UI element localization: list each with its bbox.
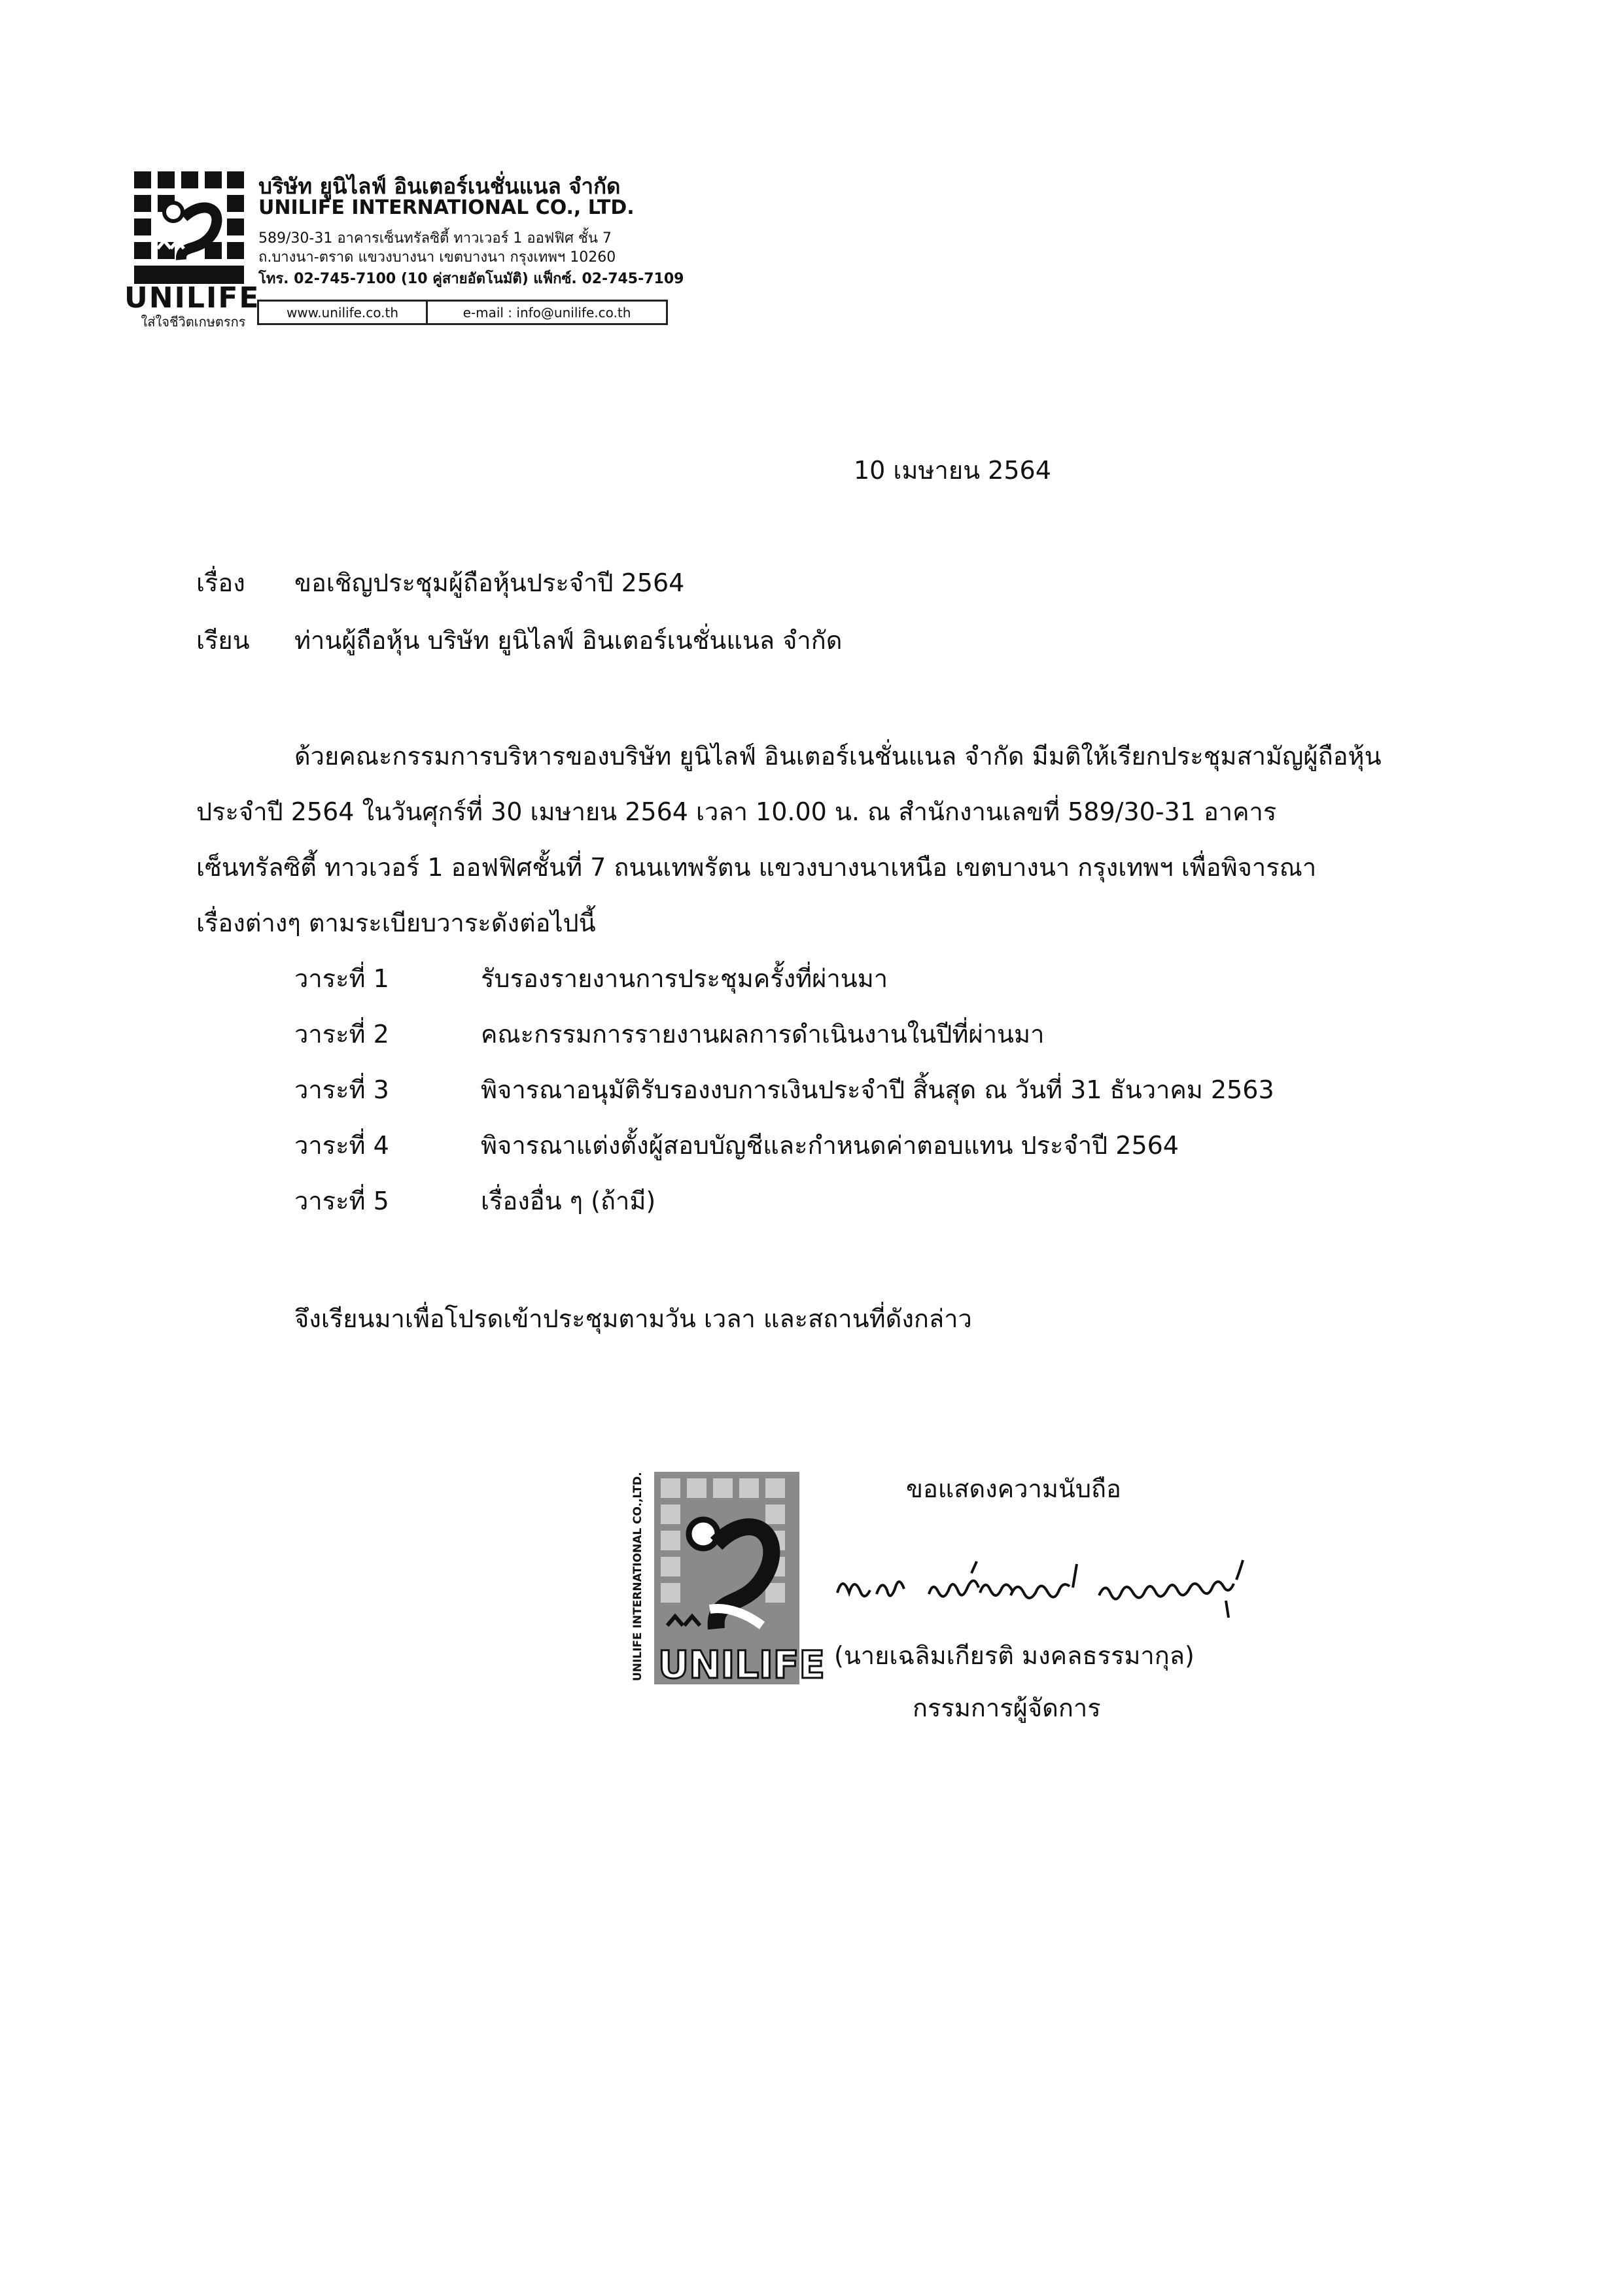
agenda-label: วาระที่ 2 bbox=[294, 1020, 389, 1049]
agenda-item: เรื่องอื่น ๆ (ถ้ามี) bbox=[481, 1187, 656, 1215]
regards-text: ขอแสดงความนับถือ bbox=[906, 1474, 1121, 1503]
body-line: ด้วยคณะกรรมการบริหารของบริษัท ยูนิไลฟ์ อินเตอร์เนชั่นแนล จำกัด มีมติให้เรียกประชุมสามัญผู้ถือหุ้น bbox=[294, 742, 1382, 771]
logo-slogan: ใส่ใจชีวิตเกษตรกร bbox=[141, 314, 246, 330]
to-text: ท่านผู้ถือหุ้น บริษัท ยูนิไลฟ์ อินเตอร์เนชั่นแนล จำกัด bbox=[294, 626, 843, 655]
handwritten-signature bbox=[831, 1547, 1256, 1619]
to-label: เรียน bbox=[196, 626, 250, 655]
signature-text: นาย เฉลิมเกียรติ มงคลธรรมากุล bbox=[831, 1547, 841, 1548]
body-line: เรื่องต่างๆ ตามระเบียบวาระดังต่อไปนี้ bbox=[196, 909, 596, 937]
agenda-label: วาระที่ 4 bbox=[294, 1131, 389, 1160]
body-line: ประจำปี 2564 ในวันศุกร์ที่ 30 เมษายน 2564 เวลา 10.00 น. ณ สำนักงานเลขที่ 589/30-31 อาคาร bbox=[196, 797, 1277, 826]
address-line-1: 589/30-31 อาคารเซ็นทรัลซิตี้ ทาวเวอร์ 1 ออฟฟิศ ชั้น 7 bbox=[258, 230, 612, 247]
stamp-company-text: UNILIFE INTERNATIONAL CO.,LTD. bbox=[631, 1472, 644, 1681]
address-line-2: ถ.บางนา-ตราด แขวงบางนา เขตบางนา กรุงเทพฯ 10260 bbox=[258, 249, 616, 266]
email-link[interactable]: e-mail : info@unilife.co.th bbox=[462, 304, 631, 321]
company-stamp-icon bbox=[608, 1462, 825, 1691]
phone-fax-line: โทร. 02-745-7100 (10 คู่สายอัตโนมัติ) แฟ็กซ์. 02-745-7109 bbox=[258, 271, 684, 287]
subject-text: ขอเชิญประชุมผู้ถือหุ้นประจำปี 2564 bbox=[294, 568, 685, 597]
agenda-item: พิจารณาอนุมัติรับรองงบการเงินประจำปี สิ้นสุด ณ วันที่ 31 ธันวาคม 2563 bbox=[481, 1075, 1274, 1104]
website-link[interactable]: www.unilife.co.th bbox=[259, 302, 428, 323]
agenda-label: วาระที่ 1 bbox=[294, 964, 389, 993]
body-line: เซ็นทรัลซิตี้ ทาวเวอร์ 1 ออฟฟิศชั้นที่ 7 ถนนเทพรัตน แขวงบางนาเหนือ เขตบางนา กรุงเทพฯ เพื่อพิจารณา bbox=[196, 853, 1317, 882]
stamp-wordmark: UNILIFE bbox=[658, 1643, 825, 1687]
letter-date: 10 เมษายน 2564 bbox=[854, 456, 1051, 485]
agenda-label: วาระที่ 3 bbox=[294, 1075, 389, 1104]
company-logo-icon bbox=[134, 171, 244, 284]
agenda-item: พิจารณาแต่งตั้งผู้สอบบัญชีและกำหนดค่าตอบแทน ประจำปี 2564 bbox=[481, 1131, 1179, 1160]
agenda-item: รับรองรายงานการประชุมครั้งที่ผ่านมา bbox=[481, 964, 888, 993]
signer-name: (นายเฉลิมเกียรติ มงคลธรรมากุล) bbox=[834, 1641, 1195, 1670]
subject-label: เรื่อง bbox=[196, 568, 245, 597]
company-name-english: UNILIFE INTERNATIONAL CO., LTD. bbox=[258, 196, 635, 219]
logo-wordmark: UNILIFE bbox=[124, 281, 260, 315]
signer-title: กรรมการผู้จัดการ bbox=[913, 1694, 1101, 1722]
contact-box bbox=[257, 300, 668, 325]
company-name-thai: บริษัท ยูนิไลฟ์ อินเตอร์เนชั่นแนล จำกัด bbox=[258, 173, 621, 199]
agenda-label: วาระที่ 5 bbox=[294, 1187, 389, 1215]
closing-sentence: จึงเรียนมาเพื่อโปรดเข้าประชุมตามวัน เวลา และสถานที่ดังกล่าว bbox=[294, 1304, 972, 1333]
agenda-item: คณะกรรมการรายงานผลการดำเนินงานในปีที่ผ่านมา bbox=[481, 1020, 1045, 1049]
